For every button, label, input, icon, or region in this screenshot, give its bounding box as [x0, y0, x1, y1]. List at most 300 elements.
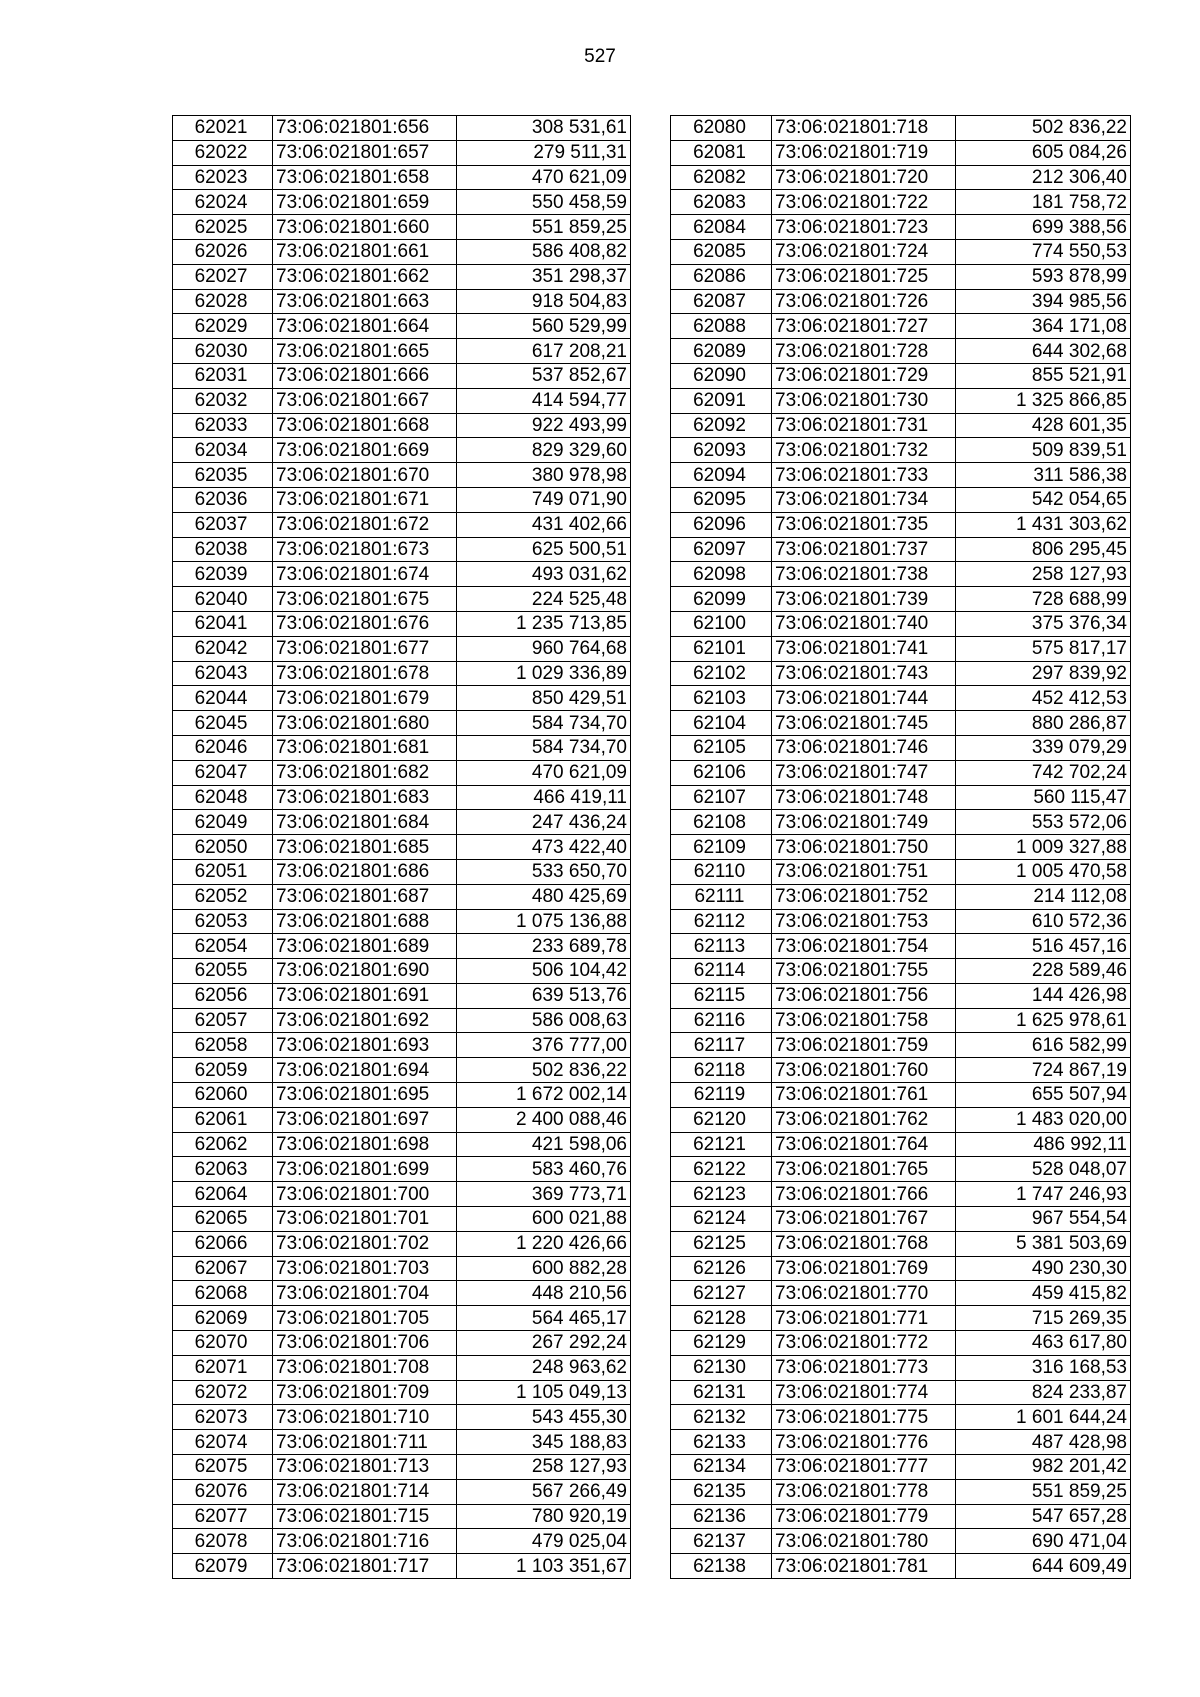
row-number-cell: 62028 [173, 289, 273, 314]
row-number-cell: 62047 [173, 760, 273, 785]
cadastral-number-cell: 73:06:021801:710 [273, 1405, 457, 1430]
value-cell: 749 071,90 [457, 487, 631, 512]
cadastral-number-cell: 73:06:021801:733 [772, 463, 956, 488]
table-row [671, 438, 1131, 463]
table-row [173, 1008, 631, 1033]
table-row [671, 859, 1131, 884]
cadastral-number-cell: 73:06:021801:774 [772, 1380, 956, 1405]
row-number-cell: 62089 [671, 339, 772, 364]
value-cell: 502 836,22 [956, 116, 1131, 141]
cadastral-number-cell: 73:06:021801:753 [772, 909, 956, 934]
row-number-cell: 62087 [671, 289, 772, 314]
table-row [671, 165, 1131, 190]
value-cell: 490 230,30 [956, 1256, 1131, 1281]
cadastral-number-cell: 73:06:021801:759 [772, 1033, 956, 1058]
table-row [173, 1033, 631, 1058]
row-number-cell: 62128 [671, 1306, 772, 1331]
value-cell: 533 650,70 [457, 859, 631, 884]
cadastral-number-cell: 73:06:021801:731 [772, 413, 956, 438]
table-row [671, 190, 1131, 215]
cadastral-number-cell: 73:06:021801:761 [772, 1083, 956, 1108]
value-cell: 1 220 426,66 [457, 1231, 631, 1256]
row-number-cell: 62046 [173, 735, 273, 760]
row-number-cell: 62129 [671, 1331, 772, 1356]
value-cell: 248 963,62 [457, 1355, 631, 1380]
cadastral-number-cell: 73:06:021801:657 [273, 140, 457, 165]
row-number-cell: 62094 [671, 463, 772, 488]
row-number-cell: 62105 [671, 735, 772, 760]
row-number-cell: 62052 [173, 884, 273, 909]
table-row [671, 463, 1131, 488]
cadastral-number-cell: 73:06:021801:661 [273, 239, 457, 264]
table-row [173, 1331, 631, 1356]
table-row [671, 785, 1131, 810]
value-cell: 600 882,28 [457, 1256, 631, 1281]
cadastral-number-cell: 73:06:021801:715 [273, 1504, 457, 1529]
value-cell: 380 978,98 [457, 463, 631, 488]
cadastral-number-cell: 73:06:021801:741 [772, 636, 956, 661]
table-row [173, 1455, 631, 1480]
cadastral-number-cell: 73:06:021801:668 [273, 413, 457, 438]
value-cell: 297 839,92 [956, 661, 1131, 686]
value-cell: 339 079,29 [956, 735, 1131, 760]
row-number-cell: 62088 [671, 314, 772, 339]
value-cell: 537 852,67 [457, 363, 631, 388]
row-number-cell: 62126 [671, 1256, 772, 1281]
value-cell: 351 298,37 [457, 264, 631, 289]
table-row [671, 1182, 1131, 1207]
table-row [671, 1157, 1131, 1182]
table-row [671, 339, 1131, 364]
table-row [671, 116, 1131, 141]
row-number-cell: 62032 [173, 388, 273, 413]
table-row [671, 215, 1131, 240]
cadastral-number-cell: 73:06:021801:660 [273, 215, 457, 240]
table-row [173, 835, 631, 860]
cadastral-number-cell: 73:06:021801:765 [772, 1157, 956, 1182]
cadastral-number-cell: 73:06:021801:688 [273, 909, 457, 934]
table-row [671, 1554, 1131, 1579]
cadastral-number-cell: 73:06:021801:724 [772, 239, 956, 264]
row-number-cell: 62064 [173, 1182, 273, 1207]
table-row [173, 438, 631, 463]
table-row [671, 1331, 1131, 1356]
cadastral-number-cell: 73:06:021801:780 [772, 1529, 956, 1554]
row-number-cell: 62043 [173, 661, 273, 686]
cadastral-number-cell: 73:06:021801:704 [273, 1281, 457, 1306]
cadastral-number-cell: 73:06:021801:720 [772, 165, 956, 190]
value-cell: 279 511,31 [457, 140, 631, 165]
value-cell: 982 201,42 [956, 1455, 1131, 1480]
cadastral-number-cell: 73:06:021801:694 [273, 1058, 457, 1083]
row-number-cell: 62098 [671, 562, 772, 587]
value-cell: 375 376,34 [956, 611, 1131, 636]
table-row [173, 314, 631, 339]
value-cell: 311 586,38 [956, 463, 1131, 488]
cadastral-number-cell: 73:06:021801:667 [273, 388, 457, 413]
table-row [173, 1083, 631, 1108]
cadastral-number-cell: 73:06:021801:734 [772, 487, 956, 512]
value-cell: 1 431 303,62 [956, 512, 1131, 537]
table-row [671, 1355, 1131, 1380]
value-cell: 2 400 088,46 [457, 1107, 631, 1132]
table-row [671, 1380, 1131, 1405]
value-cell: 644 302,68 [956, 339, 1131, 364]
cadastral-number-cell: 73:06:021801:691 [273, 983, 457, 1008]
register-table-left [172, 115, 631, 1579]
table-row [671, 760, 1131, 785]
table-row [671, 512, 1131, 537]
cadastral-number-cell: 73:06:021801:658 [273, 165, 457, 190]
value-cell: 502 836,22 [457, 1058, 631, 1083]
value-cell: 258 127,93 [457, 1455, 631, 1480]
cadastral-number-cell: 73:06:021801:695 [273, 1083, 457, 1108]
table-row [671, 537, 1131, 562]
cadastral-number-cell: 73:06:021801:758 [772, 1008, 956, 1033]
cadastral-number-cell: 73:06:021801:677 [273, 636, 457, 661]
register-table-right-body [671, 116, 1131, 1579]
row-number-cell: 62023 [173, 165, 273, 190]
value-cell: 593 878,99 [956, 264, 1131, 289]
table-row [671, 1281, 1131, 1306]
row-number-cell: 62056 [173, 983, 273, 1008]
cadastral-number-cell: 73:06:021801:729 [772, 363, 956, 388]
cadastral-number-cell: 73:06:021801:678 [273, 661, 457, 686]
value-cell: 600 021,88 [457, 1207, 631, 1232]
cadastral-number-cell: 73:06:021801:749 [772, 810, 956, 835]
value-cell: 470 621,09 [457, 760, 631, 785]
row-number-cell: 62103 [671, 686, 772, 711]
row-number-cell: 62127 [671, 1281, 772, 1306]
table-row [173, 1058, 631, 1083]
value-cell: 610 572,36 [956, 909, 1131, 934]
row-number-cell: 62049 [173, 810, 273, 835]
table-row [173, 959, 631, 984]
value-cell: 258 127,93 [956, 562, 1131, 587]
cadastral-number-cell: 73:06:021801:669 [273, 438, 457, 463]
table-row [173, 1430, 631, 1455]
cadastral-number-cell: 73:06:021801:676 [273, 611, 457, 636]
row-number-cell: 62059 [173, 1058, 273, 1083]
row-number-cell: 62035 [173, 463, 273, 488]
value-cell: 459 415,82 [956, 1281, 1131, 1306]
cadastral-number-cell: 73:06:021801:709 [273, 1380, 457, 1405]
table-row [671, 1455, 1131, 1480]
cadastral-number-cell: 73:06:021801:693 [273, 1033, 457, 1058]
cadastral-number-cell: 73:06:021801:751 [772, 859, 956, 884]
row-number-cell: 62122 [671, 1157, 772, 1182]
row-number-cell: 62060 [173, 1083, 273, 1108]
table-row [671, 487, 1131, 512]
row-number-cell: 62062 [173, 1132, 273, 1157]
cadastral-number-cell: 73:06:021801:762 [772, 1107, 956, 1132]
table-row [173, 1132, 631, 1157]
value-cell: 414 594,77 [457, 388, 631, 413]
value-cell: 922 493,99 [457, 413, 631, 438]
value-cell: 1 601 644,24 [956, 1405, 1131, 1430]
value-cell: 487 428,98 [956, 1430, 1131, 1455]
cadastral-number-cell: 73:06:021801:760 [772, 1058, 956, 1083]
table-row [671, 835, 1131, 860]
row-number-cell: 62039 [173, 562, 273, 587]
table-row [671, 810, 1131, 835]
row-number-cell: 62116 [671, 1008, 772, 1033]
value-cell: 421 598,06 [457, 1132, 631, 1157]
row-number-cell: 62102 [671, 661, 772, 686]
row-number-cell: 62027 [173, 264, 273, 289]
table-row [173, 289, 631, 314]
row-number-cell: 62067 [173, 1256, 273, 1281]
cadastral-number-cell: 73:06:021801:771 [772, 1306, 956, 1331]
value-cell: 376 777,00 [457, 1033, 631, 1058]
value-cell: 369 773,71 [457, 1182, 631, 1207]
table-row [671, 1405, 1131, 1430]
cadastral-number-cell: 73:06:021801:779 [772, 1504, 956, 1529]
value-cell: 428 601,35 [956, 413, 1131, 438]
value-cell: 5 381 503,69 [956, 1231, 1131, 1256]
table-row [671, 140, 1131, 165]
table-row [173, 859, 631, 884]
row-number-cell: 62090 [671, 363, 772, 388]
table-row [173, 1157, 631, 1182]
table-row [173, 909, 631, 934]
row-number-cell: 62026 [173, 239, 273, 264]
row-number-cell: 62078 [173, 1529, 273, 1554]
cadastral-number-cell: 73:06:021801:683 [273, 785, 457, 810]
row-number-cell: 62073 [173, 1405, 273, 1430]
cadastral-number-cell: 73:06:021801:777 [772, 1455, 956, 1480]
cadastral-number-cell: 73:06:021801:670 [273, 463, 457, 488]
row-number-cell: 62120 [671, 1107, 772, 1132]
cadastral-number-cell: 73:06:021801:732 [772, 438, 956, 463]
table-row [671, 1033, 1131, 1058]
value-cell: 824 233,87 [956, 1380, 1131, 1405]
row-number-cell: 62121 [671, 1132, 772, 1157]
table-row [671, 884, 1131, 909]
cadastral-number-cell: 73:06:021801:684 [273, 810, 457, 835]
cadastral-number-cell: 73:06:021801:671 [273, 487, 457, 512]
value-cell: 480 425,69 [457, 884, 631, 909]
cadastral-number-cell: 73:06:021801:726 [772, 289, 956, 314]
value-cell: 214 112,08 [956, 884, 1131, 909]
value-cell: 267 292,24 [457, 1331, 631, 1356]
table-row [671, 1306, 1131, 1331]
table-row [173, 587, 631, 612]
table-row [173, 537, 631, 562]
cadastral-number-cell: 73:06:021801:748 [772, 785, 956, 810]
cadastral-number-cell: 73:06:021801:686 [273, 859, 457, 884]
cadastral-number-cell: 73:06:021801:756 [772, 983, 956, 1008]
row-number-cell: 62096 [671, 512, 772, 537]
cadastral-number-cell: 73:06:021801:745 [772, 711, 956, 736]
cadastral-number-cell: 73:06:021801:735 [772, 512, 956, 537]
cadastral-number-cell: 73:06:021801:702 [273, 1231, 457, 1256]
cadastral-number-cell: 73:06:021801:690 [273, 959, 457, 984]
cadastral-number-cell: 73:06:021801:747 [772, 760, 956, 785]
row-number-cell: 62045 [173, 711, 273, 736]
value-cell: 829 329,60 [457, 438, 631, 463]
table-row [671, 959, 1131, 984]
row-number-cell: 62038 [173, 537, 273, 562]
row-number-cell: 62106 [671, 760, 772, 785]
cadastral-number-cell: 73:06:021801:659 [273, 190, 457, 215]
value-cell: 655 507,94 [956, 1083, 1131, 1108]
value-cell: 470 621,09 [457, 165, 631, 190]
row-number-cell: 62031 [173, 363, 273, 388]
table-row [173, 165, 631, 190]
value-cell: 586 408,82 [457, 239, 631, 264]
value-cell: 1 075 136,88 [457, 909, 631, 934]
cadastral-number-cell: 73:06:021801:663 [273, 289, 457, 314]
row-number-cell: 62093 [671, 438, 772, 463]
cadastral-number-cell: 73:06:021801:772 [772, 1331, 956, 1356]
cadastral-number-cell: 73:06:021801:738 [772, 562, 956, 587]
cadastral-number-cell: 73:06:021801:769 [772, 1256, 956, 1281]
table-row [173, 1256, 631, 1281]
row-number-cell: 62133 [671, 1430, 772, 1455]
table-row [173, 339, 631, 364]
value-cell: 560 115,47 [956, 785, 1131, 810]
row-number-cell: 62112 [671, 909, 772, 934]
row-number-cell: 62110 [671, 859, 772, 884]
value-cell: 774 550,53 [956, 239, 1131, 264]
row-number-cell: 62124 [671, 1207, 772, 1232]
row-number-cell: 62137 [671, 1529, 772, 1554]
value-cell: 308 531,61 [457, 116, 631, 141]
row-number-cell: 62097 [671, 537, 772, 562]
cadastral-number-cell: 73:06:021801:767 [772, 1207, 956, 1232]
cadastral-number-cell: 73:06:021801:675 [273, 587, 457, 612]
row-number-cell: 62109 [671, 835, 772, 860]
table-row [173, 512, 631, 537]
value-cell: 567 266,49 [457, 1479, 631, 1504]
value-cell: 564 465,17 [457, 1306, 631, 1331]
row-number-cell: 62070 [173, 1331, 273, 1356]
row-number-cell: 62076 [173, 1479, 273, 1504]
row-number-cell: 62033 [173, 413, 273, 438]
cadastral-number-cell: 73:06:021801:719 [772, 140, 956, 165]
table-row [671, 413, 1131, 438]
table-row [173, 1529, 631, 1554]
table-row [671, 686, 1131, 711]
cadastral-number-cell: 73:06:021801:680 [273, 711, 457, 736]
cadastral-number-cell: 73:06:021801:718 [772, 116, 956, 141]
value-cell: 431 402,66 [457, 512, 631, 537]
value-cell: 1 625 978,61 [956, 1008, 1131, 1033]
row-number-cell: 62113 [671, 934, 772, 959]
row-number-cell: 62053 [173, 909, 273, 934]
row-number-cell: 62048 [173, 785, 273, 810]
table-row [173, 934, 631, 959]
value-cell: 855 521,91 [956, 363, 1131, 388]
value-cell: 780 920,19 [457, 1504, 631, 1529]
row-number-cell: 62041 [173, 611, 273, 636]
value-cell: 479 025,04 [457, 1529, 631, 1554]
row-number-cell: 62024 [173, 190, 273, 215]
value-cell: 1 029 336,89 [457, 661, 631, 686]
table-row [671, 562, 1131, 587]
cadastral-number-cell: 73:06:021801:673 [273, 537, 457, 562]
cadastral-number-cell: 73:06:021801:681 [273, 735, 457, 760]
cadastral-number-cell: 73:06:021801:727 [772, 314, 956, 339]
row-number-cell: 62111 [671, 884, 772, 909]
table-row [173, 1405, 631, 1430]
table-row [671, 1058, 1131, 1083]
cadastral-number-cell: 73:06:021801:665 [273, 339, 457, 364]
row-number-cell: 62055 [173, 959, 273, 984]
table-row [173, 487, 631, 512]
value-cell: 345 188,83 [457, 1430, 631, 1455]
table-row [173, 983, 631, 1008]
table-row [671, 636, 1131, 661]
cadastral-number-cell: 73:06:021801:730 [772, 388, 956, 413]
table-row [173, 785, 631, 810]
table-row [173, 1380, 631, 1405]
row-number-cell: 62119 [671, 1083, 772, 1108]
cadastral-number-cell: 73:06:021801:679 [273, 686, 457, 711]
cadastral-number-cell: 73:06:021801:766 [772, 1182, 956, 1207]
table-row [173, 363, 631, 388]
row-number-cell: 62130 [671, 1355, 772, 1380]
value-cell: 551 859,25 [457, 215, 631, 240]
row-number-cell: 62061 [173, 1107, 273, 1132]
value-cell: 1 009 327,88 [956, 835, 1131, 860]
value-cell: 1 672 002,14 [457, 1083, 631, 1108]
value-cell: 528 048,07 [956, 1157, 1131, 1182]
table-row [173, 116, 631, 141]
row-number-cell: 62100 [671, 611, 772, 636]
row-number-cell: 62092 [671, 413, 772, 438]
table-row [173, 140, 631, 165]
value-cell: 967 554,54 [956, 1207, 1131, 1232]
row-number-cell: 62132 [671, 1405, 772, 1430]
cadastral-number-cell: 73:06:021801:687 [273, 884, 457, 909]
row-number-cell: 62079 [173, 1554, 273, 1579]
value-cell: 543 455,30 [457, 1405, 631, 1430]
cadastral-number-cell: 73:06:021801:716 [273, 1529, 457, 1554]
value-cell: 448 210,56 [457, 1281, 631, 1306]
cadastral-number-cell: 73:06:021801:672 [273, 512, 457, 537]
value-cell: 224 525,48 [457, 587, 631, 612]
table-row [173, 884, 631, 909]
value-cell: 463 617,80 [956, 1331, 1131, 1356]
table-row [173, 1182, 631, 1207]
cadastral-number-cell: 73:06:021801:775 [772, 1405, 956, 1430]
value-cell: 394 985,56 [956, 289, 1131, 314]
row-number-cell: 62080 [671, 116, 772, 141]
row-number-cell: 62071 [173, 1355, 273, 1380]
table-row [173, 215, 631, 240]
row-number-cell: 62135 [671, 1479, 772, 1504]
cadastral-number-cell: 73:06:021801:776 [772, 1430, 956, 1455]
value-cell: 560 529,99 [457, 314, 631, 339]
row-number-cell: 62091 [671, 388, 772, 413]
table-row [173, 810, 631, 835]
table-row [173, 636, 631, 661]
cadastral-number-cell: 73:06:021801:754 [772, 934, 956, 959]
value-cell: 473 422,40 [457, 835, 631, 860]
cadastral-number-cell: 73:06:021801:689 [273, 934, 457, 959]
cadastral-number-cell: 73:06:021801:706 [273, 1331, 457, 1356]
table-row [671, 1529, 1131, 1554]
row-number-cell: 62069 [173, 1306, 273, 1331]
table-row [671, 1430, 1131, 1455]
row-number-cell: 62066 [173, 1231, 273, 1256]
cadastral-number-cell: 73:06:021801:708 [273, 1355, 457, 1380]
row-number-cell: 62072 [173, 1380, 273, 1405]
table-row [671, 264, 1131, 289]
cadastral-number-cell: 73:06:021801:711 [273, 1430, 457, 1455]
